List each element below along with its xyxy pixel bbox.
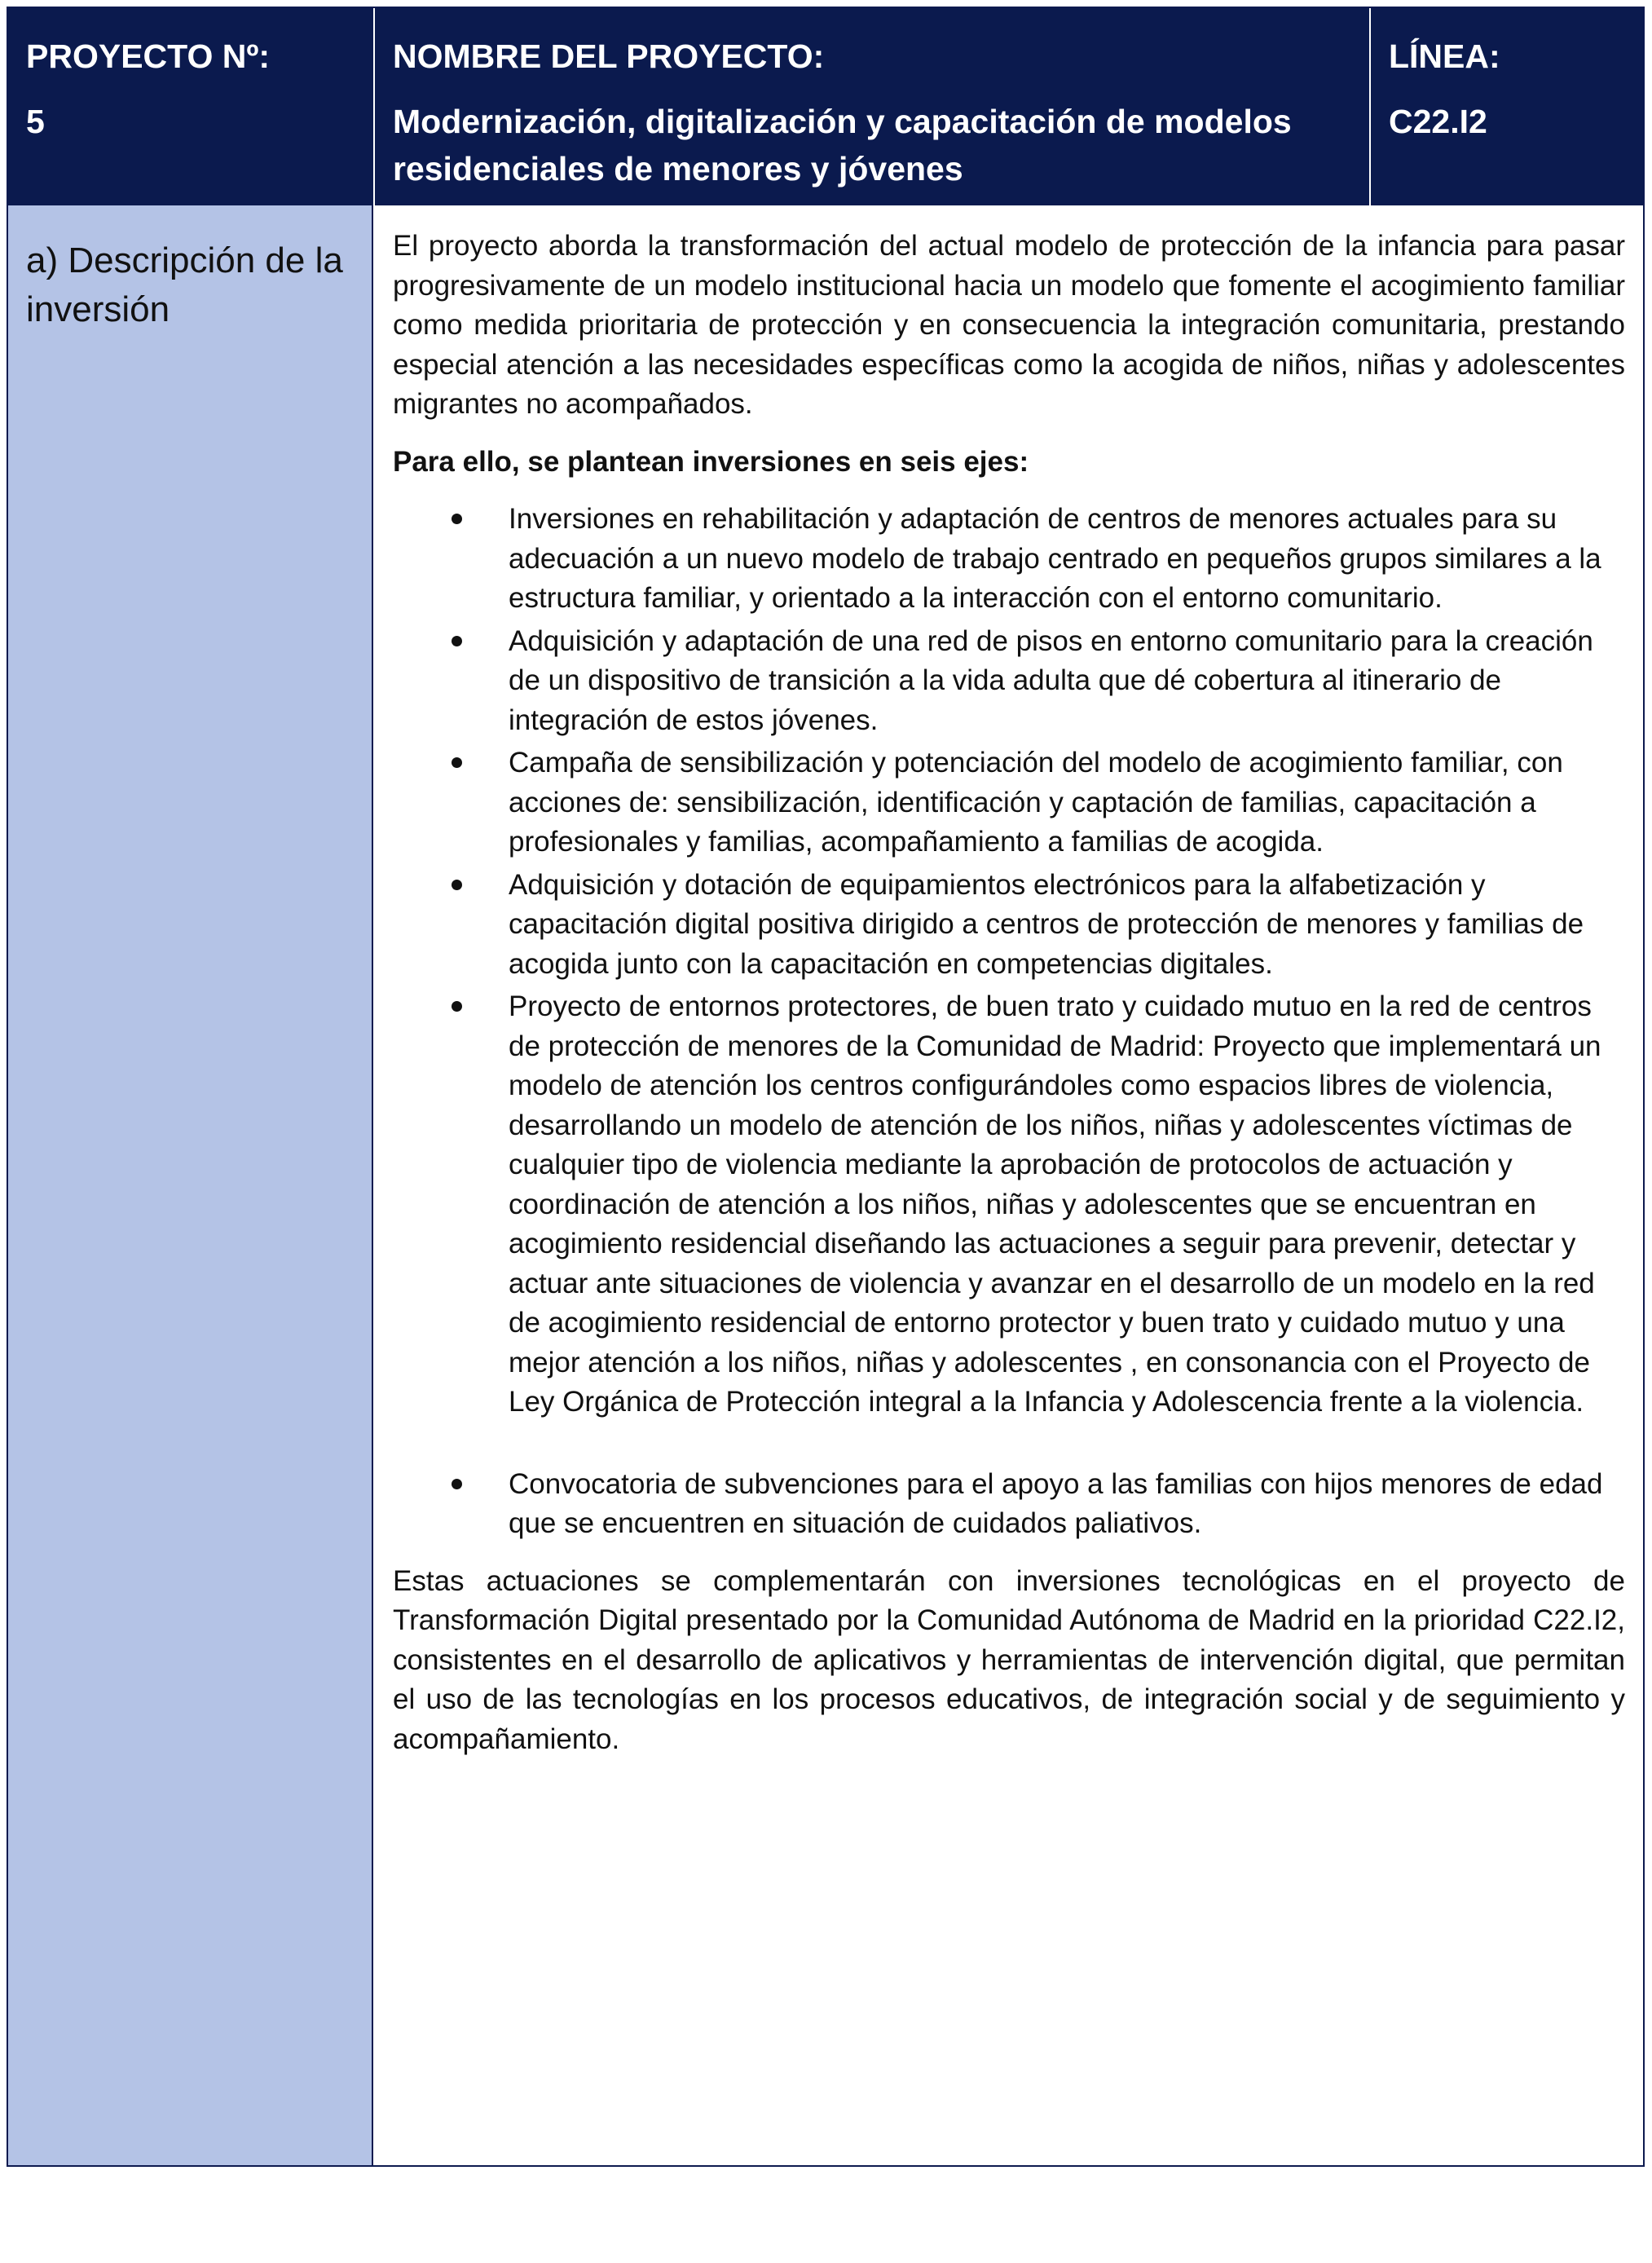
table-header-row bbox=[8, 8, 1643, 205]
list-item bbox=[393, 1465, 1625, 1544]
project-name-value: Modernización, digitalización y capacitación de modelos residenciales de menores y jóvenes bbox=[393, 103, 1292, 187]
project-name-label: NOMBRE DEL PROYECTO: bbox=[393, 37, 825, 75]
list-item bbox=[393, 743, 1625, 862]
bullet-icon bbox=[452, 514, 462, 524]
investment-axes-list bbox=[393, 500, 1625, 1544]
closing-paragraph: Estas actuaciones se complementarán con inversiones tecnológicas en el proyecto de Transformación Digital presentado por la Comunidad Autónoma de Madrid en la prioridad C22.I2, consistentes en el desarrollo de aplicativos y herramientas de intervención digital, que permitan el uso de las tecnologías en los procesos educativos, de integración social y de seguimiento y acompañamiento. bbox=[393, 1564, 1625, 1755]
project-name-cell bbox=[373, 8, 1369, 205]
list-item bbox=[393, 622, 1625, 741]
list-item bbox=[393, 500, 1625, 619]
list-item-text: Adquisición y dotación de equipamientos electrónicos para la alfabetización y capacitación digital positiva dirigido a centros de protección de menores y familias de acogida junto con la capacitación en competencias digitales. bbox=[509, 868, 1584, 980]
list-item bbox=[393, 987, 1625, 1423]
bullet-icon bbox=[452, 1479, 462, 1489]
list-item-text: Adquisición y adaptación de una red de pisos en entorno comunitario para la creación de un dispositivo de transición a la vida adulta que dé cobertura al itinerario de integración de estos jóvenes. bbox=[509, 624, 1593, 736]
project-number-cell bbox=[8, 8, 373, 205]
list-item-text: Inversiones en rehabilitación y adaptación de centros de menores actuales para su adecuación a un nuevo modelo de trabajo centrado en pequeños grupos similares a la estructura familiar, y orientado a la interacción con el entorno comunitario. bbox=[509, 503, 1601, 614]
list-item bbox=[393, 866, 1625, 985]
project-number-label: PROYECTO Nº: bbox=[26, 37, 270, 75]
project-number-value: 5 bbox=[26, 103, 45, 140]
project-table bbox=[7, 7, 1645, 2167]
line-cell bbox=[1369, 8, 1645, 205]
list-item-text: Convocatoria de subvenciones para el apoyo a las familias con hijos menores de edad que se encuentren en situación de cuidados paliativos. bbox=[509, 1467, 1603, 1539]
line-value: C22.I2 bbox=[1389, 103, 1487, 140]
intro-paragraph: El proyecto aborda la transformación del actual modelo de protección de la infancia para pasar progresivamente de un modelo institucional hacia un modelo que fomente el acogimiento familiar como medida prioritaria de protección y en consecuencia la integración comunitaria, prestando especial atención a las necesidades específicas como la acogida de niños, niñas y adolescentes migrantes no acompañados. bbox=[393, 230, 1625, 420]
bullet-icon bbox=[452, 757, 462, 768]
list-item-text: Campaña de sensibilización y potenciación del modelo de acogimiento familiar, con acciones de: sensibilización, identificación y captación de familias, capacitación a profesionales y familias, acompañamiento a familias de acogida. bbox=[509, 747, 1563, 858]
section-label: a) Descripción de la inversión bbox=[26, 240, 343, 329]
section-content-cell bbox=[375, 205, 1643, 2165]
bullet-icon bbox=[452, 636, 462, 646]
table-body-row bbox=[8, 205, 1643, 2165]
bullet-icon bbox=[452, 1001, 462, 1012]
bullet-icon bbox=[452, 880, 462, 890]
investment-axes-heading: Para ello, se plantean inversiones en seis ejes: bbox=[393, 445, 1029, 478]
list-item-text: Proyecto de entornos protectores, de buen trato y cuidado mutuo en la red de centros de protección de menores de la Comunidad de Madrid: Proyecto que implementará un modelo de atención los centros configurándoles como espacios libres de violencia, desarrollando un modelo de atención de los niños, niñas y adolescentes víctimas de cualquier tipo de violencia mediante la aprobación de protocolos de actuación y coordinación de atención a los niños, niñas y adolescentes que se encuentran en acogimiento residencial diseñando las actuaciones a seguir para prevenir, detectar y actuar ante situaciones de violencia y avanzar en el desarrollo de un modelo en la red de acogimiento residencial de entorno protector y buen trato y cuidado mutuo y una mejor atención a los niños, niñas y adolescentes , en consonancia con el Proyecto de Ley Orgánica de Protección integral a la Infancia y Adolescencia frente a la violencia. bbox=[509, 990, 1601, 1418]
line-label: LÍNEA: bbox=[1389, 37, 1500, 75]
section-label-cell bbox=[8, 205, 373, 2165]
